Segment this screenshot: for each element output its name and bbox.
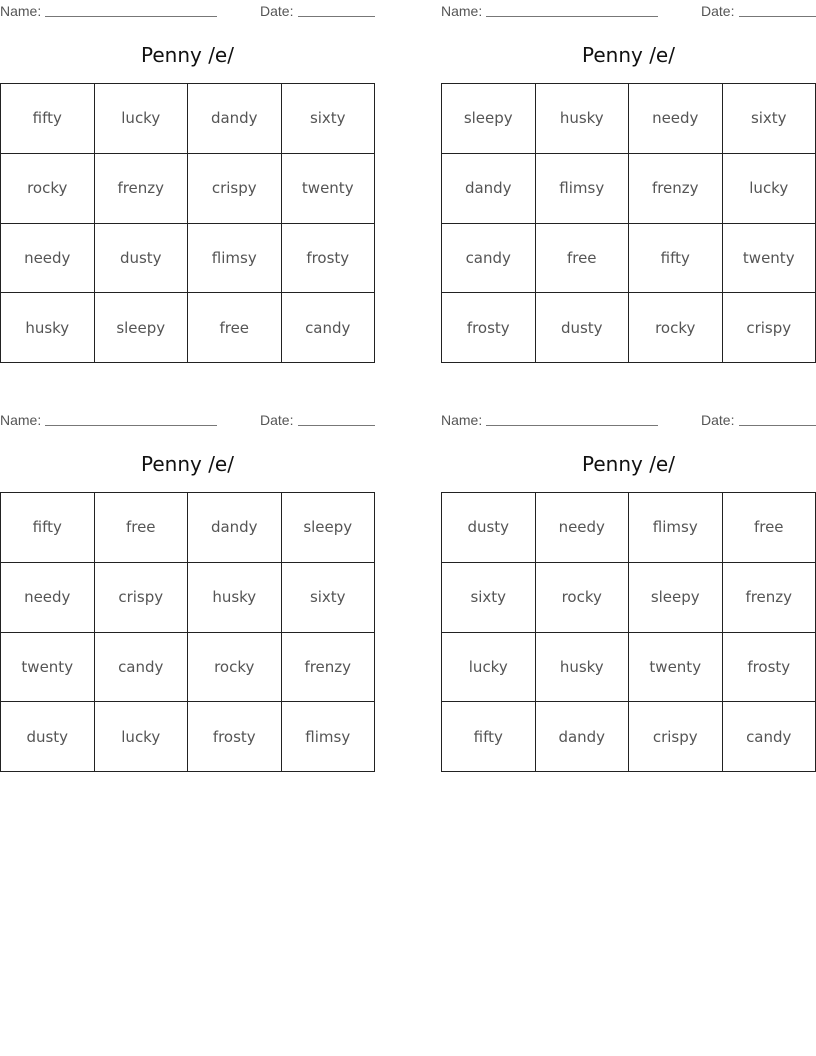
grid-cell: sleepy [442, 84, 536, 154]
grid-cell: sixty [723, 84, 816, 154]
date-blank-line [739, 425, 816, 426]
card-title: Penny /e/ [141, 452, 234, 476]
grid-cell: sleepy [629, 563, 723, 633]
grid-cell: twenty [723, 224, 816, 294]
grid-cell: rocky [536, 563, 630, 633]
grid-cell: flimsy [282, 702, 376, 772]
grid-cell: dandy [188, 493, 282, 563]
grid-cell: flimsy [188, 224, 282, 294]
name-blank-line [486, 425, 658, 426]
bingo-card-4 [441, 409, 816, 746]
name-blank-line [45, 16, 217, 17]
card-header [0, 0, 375, 22]
grid-cell: frenzy [95, 154, 189, 224]
grid-cell: candy [282, 293, 376, 363]
word-grid [441, 492, 816, 772]
grid-cell: twenty [1, 633, 95, 703]
grid-cell: fifty [1, 84, 95, 154]
grid-cell: free [95, 493, 189, 563]
grid-cell: fifty [442, 702, 536, 772]
grid-cell: sixty [282, 84, 376, 154]
grid-cell: lucky [95, 702, 189, 772]
grid-cell: husky [188, 563, 282, 633]
grid-cell: frosty [188, 702, 282, 772]
grid-cell: twenty [282, 154, 376, 224]
grid-cell: lucky [442, 633, 536, 703]
grid-cell: flimsy [536, 154, 630, 224]
grid-cell: needy [536, 493, 630, 563]
date-label: Date: [260, 3, 294, 19]
word-grid [441, 83, 816, 363]
grid-cell: dandy [442, 154, 536, 224]
grid-cell: frenzy [629, 154, 723, 224]
grid-cell: dandy [536, 702, 630, 772]
grid-cell: dusty [1, 702, 95, 772]
name-label: Name: [441, 3, 483, 19]
grid-cell: lucky [95, 84, 189, 154]
grid-cell: free [188, 293, 282, 363]
name-blank-line [486, 16, 658, 17]
grid-cell: rocky [188, 633, 282, 703]
grid-cell: crispy [188, 154, 282, 224]
word-grid [0, 83, 375, 363]
grid-cell: candy [723, 702, 816, 772]
grid-cell: frenzy [723, 563, 816, 633]
word-grid [0, 492, 375, 772]
card-title: Penny /e/ [141, 43, 234, 67]
name-blank-line [45, 425, 217, 426]
grid-cell: needy [1, 224, 95, 294]
bingo-card-1 [0, 0, 375, 337]
grid-cell: rocky [629, 293, 723, 363]
grid-cell: sixty [282, 563, 376, 633]
grid-cell: candy [442, 224, 536, 294]
card-title: Penny /e/ [582, 452, 675, 476]
grid-cell: needy [1, 563, 95, 633]
name-label: Name: [0, 412, 42, 428]
grid-cell: dusty [536, 293, 630, 363]
grid-cell: frosty [282, 224, 376, 294]
grid-cell: frenzy [282, 633, 376, 703]
grid-cell: twenty [629, 633, 723, 703]
card-title: Penny /e/ [582, 43, 675, 67]
card-header [441, 409, 816, 431]
card-header [0, 409, 375, 431]
grid-cell: crispy [629, 702, 723, 772]
grid-cell: free [723, 493, 816, 563]
grid-cell: rocky [1, 154, 95, 224]
grid-cell: crispy [723, 293, 816, 363]
grid-cell: frosty [442, 293, 536, 363]
grid-cell: flimsy [629, 493, 723, 563]
date-blank-line [298, 16, 375, 17]
name-label: Name: [0, 3, 42, 19]
grid-cell: dusty [95, 224, 189, 294]
name-label: Name: [441, 412, 483, 428]
grid-cell: crispy [95, 563, 189, 633]
date-blank-line [298, 425, 375, 426]
bingo-card-2 [441, 0, 816, 337]
grid-cell: dusty [442, 493, 536, 563]
grid-cell: free [536, 224, 630, 294]
grid-cell: sleepy [95, 293, 189, 363]
grid-cell: candy [95, 633, 189, 703]
date-label: Date: [260, 412, 294, 428]
grid-cell: sixty [442, 563, 536, 633]
grid-cell: husky [536, 84, 630, 154]
grid-cell: lucky [723, 154, 816, 224]
card-header [441, 0, 816, 22]
grid-cell: husky [536, 633, 630, 703]
date-blank-line [739, 16, 816, 17]
grid-cell: husky [1, 293, 95, 363]
grid-cell: dandy [188, 84, 282, 154]
grid-cell: sleepy [282, 493, 376, 563]
grid-cell: frosty [723, 633, 816, 703]
date-label: Date: [701, 412, 735, 428]
grid-cell: fifty [1, 493, 95, 563]
grid-cell: fifty [629, 224, 723, 294]
date-label: Date: [701, 3, 735, 19]
bingo-card-3 [0, 409, 375, 746]
grid-cell: needy [629, 84, 723, 154]
